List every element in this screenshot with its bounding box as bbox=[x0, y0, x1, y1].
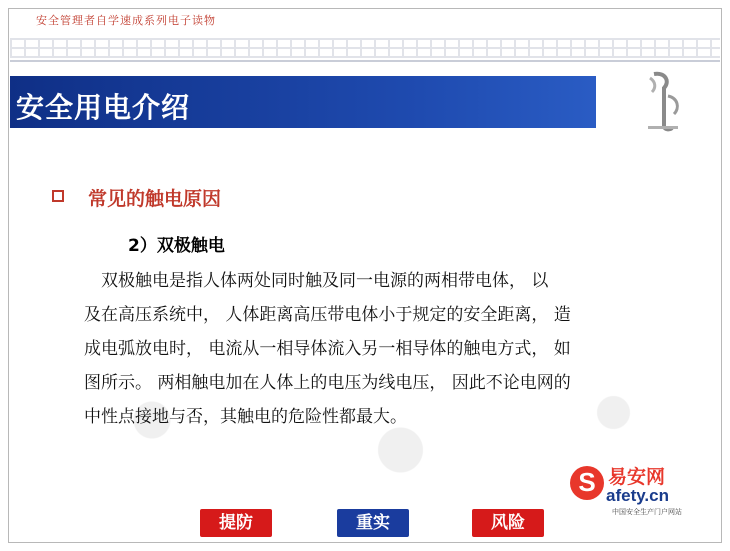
slide-title: 安全用电介绍 bbox=[16, 91, 191, 124]
paragraph-line: 图所示。 两相触电加在人体上的电压为线电压， 因此不论电网的 bbox=[84, 373, 571, 393]
section-heading: 常见的触电原因 bbox=[88, 188, 222, 210]
subsection-heading: 2）双极触电 bbox=[128, 236, 225, 256]
paragraph-line: 中性点接地与否，其触电的危险性都最大。 bbox=[84, 407, 407, 427]
series-title: 安全管理者自学速成系列电子读物 bbox=[36, 14, 216, 27]
bullet-square-icon bbox=[52, 190, 64, 202]
logo-tagline: 中国安全生产门户网站 bbox=[612, 508, 682, 516]
logo-english-name: afety.cn bbox=[606, 486, 669, 505]
paragraph-line: 成电弧放电时， 电流从一相导体流入另一相导体的触电方式， 如 bbox=[84, 339, 571, 359]
paragraph-line: 双极触电是指人体两处同时触及同一电源的两相带电体， 以 bbox=[84, 271, 549, 291]
logo-chinese-name: 易安网 bbox=[608, 466, 666, 488]
body-paragraph bbox=[84, 264, 674, 434]
logo-mark: S bbox=[570, 466, 604, 500]
fret-border-decoration bbox=[10, 38, 720, 58]
key-button[interactable]: 重实 bbox=[337, 509, 409, 537]
ornament-icon bbox=[640, 68, 684, 134]
risk-button[interactable]: 风险 bbox=[472, 509, 544, 537]
paragraph-line: 及在高压系统中， 人体距离高压带电体小于规定的安全距离， 造 bbox=[84, 305, 571, 325]
divider bbox=[10, 60, 720, 62]
prevent-button[interactable]: 提防 bbox=[200, 509, 272, 537]
